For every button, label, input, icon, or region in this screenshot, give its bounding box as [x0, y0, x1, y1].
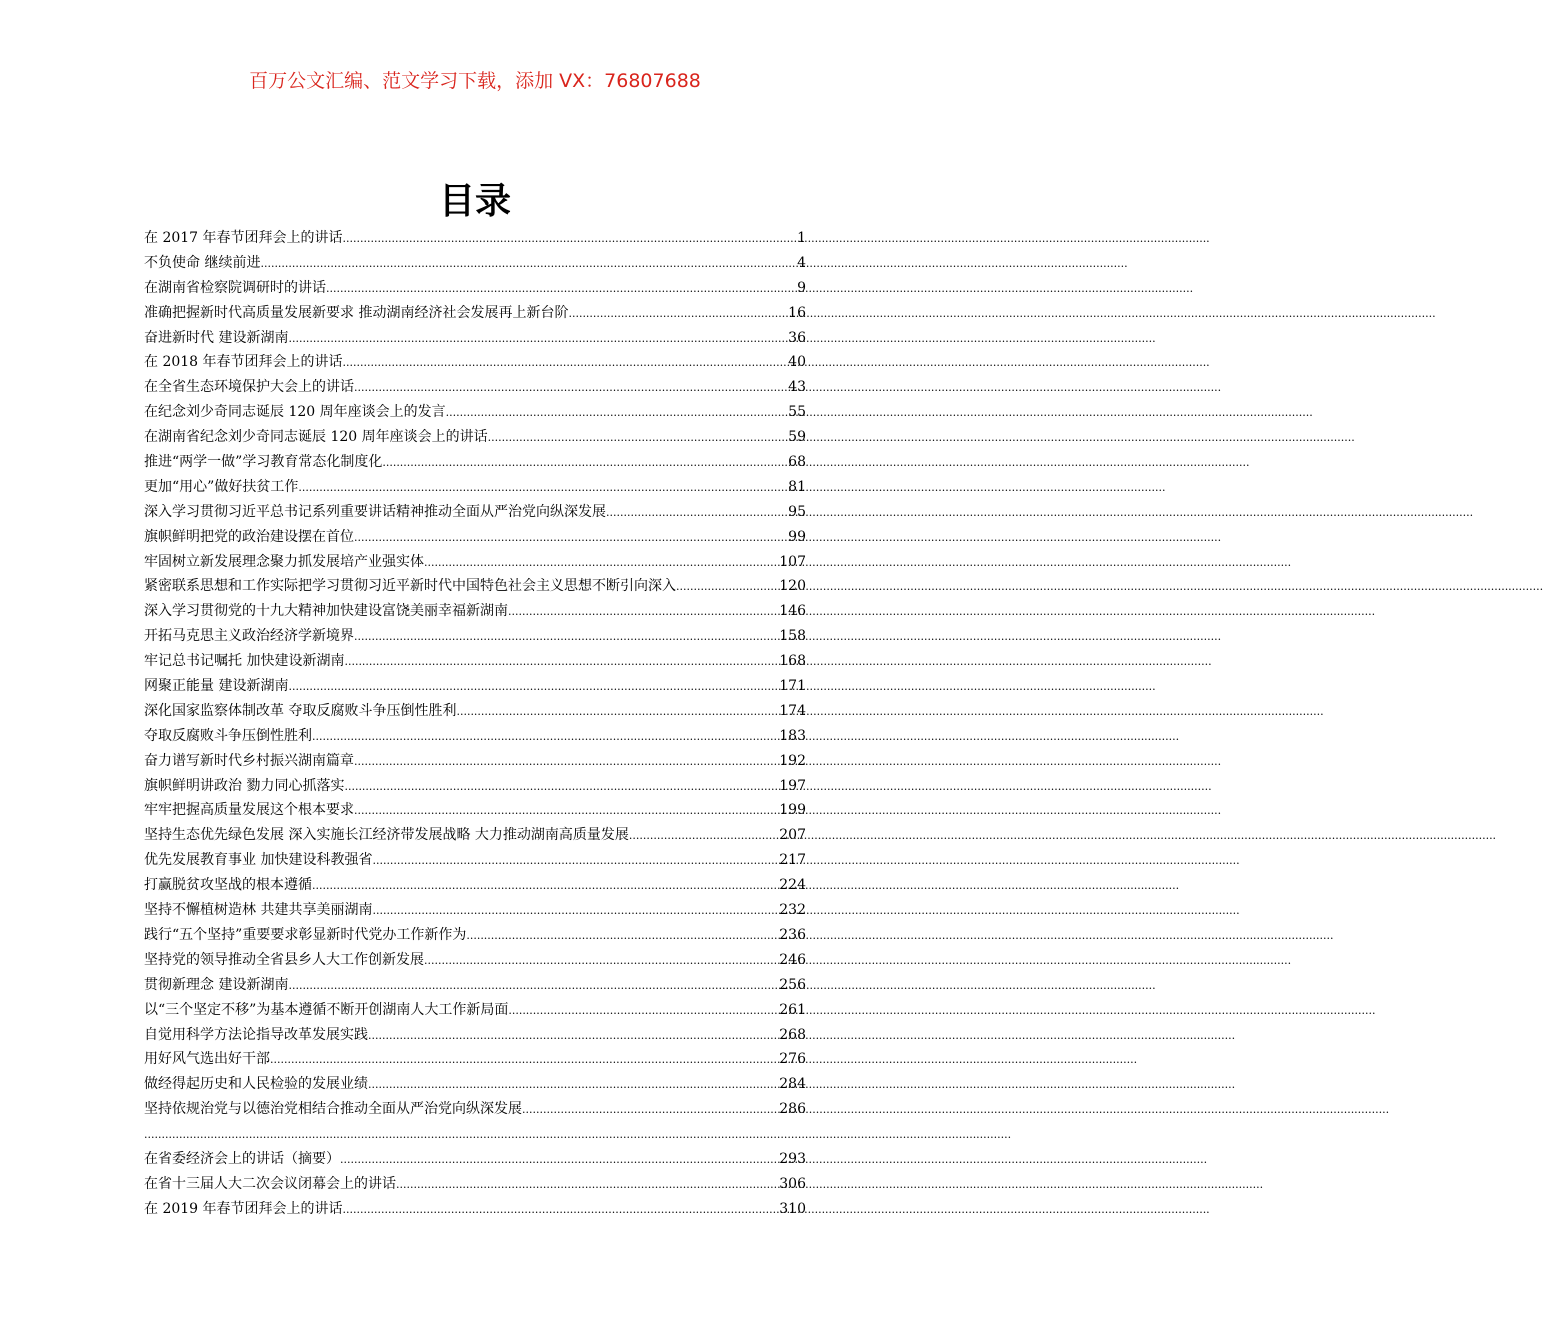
- toc-entry[interactable]: [144, 1197, 806, 1222]
- toc-entry[interactable]: [144, 1147, 806, 1172]
- toc-entry-title: 自觉用科学方法论指导改革发展实践: [144, 1026, 368, 1043]
- toc-entry-title: 旗帜鲜明讲政治 勠力同心抓落实: [144, 777, 345, 794]
- toc-entry[interactable]: [144, 873, 806, 898]
- table-of-contents: [144, 226, 806, 1222]
- toc-entry-page: 55: [788, 404, 806, 421]
- toc-entry-page: 276: [779, 1051, 806, 1068]
- toc-dot-leader: [340, 1147, 778, 1173]
- toc-entry-page: 310: [779, 1200, 806, 1217]
- toc-entry[interactable]: [144, 1023, 806, 1048]
- toc-entry-page: 81: [788, 478, 806, 495]
- toc-entry-page: 120: [779, 578, 806, 595]
- toc-entry-page: 261: [779, 1001, 806, 1018]
- toc-entry-title: 深入学习贯彻习近平总书记系列重要讲话精神推动全面从严治党向纵深发展: [144, 503, 606, 520]
- toc-dot-leader: [354, 525, 787, 551]
- toc-entry[interactable]: [144, 699, 806, 724]
- toc-entry-title: 用好风气选出好干部: [144, 1051, 270, 1068]
- toc-entry-title: 在全省生态环境保护大会上的讲话: [144, 379, 354, 396]
- toc-dot-leader: [344, 774, 778, 800]
- toc-dot-leader: [446, 400, 788, 426]
- toc-entry-page: 158: [779, 628, 806, 645]
- toc-dot-leader: [343, 1197, 779, 1223]
- toc-entry-title: 更加“用心”做好扶贫工作: [144, 478, 299, 495]
- toc-entry-page: 40: [788, 354, 806, 371]
- toc-entry-title: 紧密联系思想和工作实际把学习贯彻习近平新时代中国特色社会主义思想不断引向深入: [144, 578, 676, 595]
- toc-entry-title: 网聚正能量 建设新湖南: [144, 678, 289, 695]
- toc-dot-leader: [466, 923, 778, 949]
- toc-entry-title: 在湖南省纪念刘少奇同志诞辰 120 周年座谈会上的讲话: [144, 429, 488, 446]
- toc-entry[interactable]: [144, 276, 806, 301]
- toc-entry-title: 在纪念刘少奇同志诞辰 120 周年座谈会上的发言: [144, 404, 446, 421]
- toc-entry-page: 207: [779, 827, 806, 844]
- toc-dot-leader: [456, 699, 778, 725]
- toc-entry[interactable]: [144, 798, 806, 823]
- toc-entry[interactable]: [144, 375, 806, 400]
- toc-dot-leader: [270, 1047, 778, 1073]
- toc-entry-title: 优先发展教育事业 加快建设科教强省: [144, 852, 373, 869]
- toc-dot-leader: [326, 276, 796, 302]
- toc-entry-title: 推进“两学一做”学习教育常态化制度化: [144, 454, 383, 471]
- toc-entry-title: 在省十三届人大二次会议闭幕会上的讲话: [144, 1175, 396, 1192]
- toc-entry-page: 183: [779, 727, 806, 744]
- toc-entry-title: 不负使命 继续前进: [144, 254, 261, 271]
- toc-entry-page: 286: [779, 1101, 806, 1118]
- toc-entry-title: 坚持依规治党与以德治党相结合推动全面从严治党向纵深发展: [144, 1101, 522, 1118]
- toc-entry[interactable]: [144, 525, 806, 550]
- toc-entry-title: 深入学习贯彻党的十九大精神加快建设富饶美丽幸福新湖南: [144, 603, 508, 620]
- toc-entry-title: 坚持生态优先绿色发展 深入实施长江经济带发展战略 大力推动湖南高质量发展: [144, 827, 629, 844]
- toc-entry[interactable]: [144, 326, 806, 351]
- toc-entry[interactable]: [144, 574, 806, 599]
- toc-entry-page: 293: [779, 1150, 806, 1167]
- toc-dot-leader: [288, 326, 787, 352]
- toc-entry[interactable]: [144, 251, 806, 276]
- toc-entry-page: 174: [779, 702, 806, 719]
- toc-entry[interactable]: [144, 1172, 806, 1197]
- watermark-header: 百万公文汇编、范文学习下载，添加 VX：76807688: [249, 70, 701, 92]
- toc-dot-leader: [288, 674, 778, 700]
- toc-dot-leader: [344, 649, 778, 675]
- toc-dot-leader: [312, 873, 778, 899]
- toc-entry-title: 夺取反腐败斗争压倒性胜利: [144, 727, 312, 744]
- toc-entry-page: 246: [779, 951, 806, 968]
- toc-entry-page: 306: [779, 1175, 806, 1192]
- toc-entry-page: 99: [788, 528, 806, 545]
- toc-separator-row: [144, 1122, 806, 1147]
- toc-entry-title: 践行“五个坚持”重要要求彰显新时代党办工作新作为: [144, 926, 467, 943]
- toc-dot-leader: [396, 1172, 778, 1198]
- toc-entry-page: 16: [788, 304, 806, 321]
- toc-dot-leader: [372, 848, 778, 874]
- toc-entry-page: 199: [779, 802, 806, 819]
- toc-entry-title: 开拓马克思主义政治经济学新境界: [144, 628, 354, 645]
- toc-dot-leader: [382, 450, 787, 476]
- toc-entry[interactable]: [144, 400, 806, 425]
- toc-entry[interactable]: [144, 823, 806, 848]
- toc-entry[interactable]: [144, 301, 806, 326]
- toc-entry[interactable]: [144, 998, 806, 1023]
- toc-entry-title: 旗帜鲜明把党的政治建设摆在首位: [144, 528, 354, 545]
- toc-dot-leader: [372, 898, 778, 924]
- toc-dot-leader: [343, 226, 797, 252]
- toc-entry[interactable]: [144, 475, 806, 500]
- toc-entry-title: 贯彻新理念 建设新湖南: [144, 976, 289, 993]
- toc-entry[interactable]: [144, 350, 806, 375]
- toc-entry-page: 59: [788, 429, 806, 446]
- toc-entry-title: 牢牢把握高质量发展这个根本要求: [144, 802, 354, 819]
- toc-entry[interactable]: [144, 226, 806, 251]
- toc-entry[interactable]: [144, 848, 806, 873]
- toc-dot-leader: [144, 1122, 805, 1148]
- toc-entry-page: 68: [788, 454, 806, 471]
- toc-dot-leader: [606, 500, 787, 526]
- toc-entry-page: 1: [797, 230, 806, 246]
- toc-dot-leader: [354, 798, 778, 824]
- toc-entry-title: 准确把握新时代高质量发展新要求 推动湖南经济社会发展再上新台阶: [144, 304, 569, 321]
- toc-entry-title: 牢固树立新发展理念聚力抓发展培产业强实体: [144, 553, 424, 570]
- toc-dot-leader: [424, 550, 778, 576]
- toc-entry-page: 256: [779, 976, 806, 993]
- toc-entry[interactable]: [144, 923, 806, 948]
- toc-entry-title: 在 2019 年春节团拜会上的讲话: [144, 1200, 343, 1217]
- toc-entry[interactable]: [144, 500, 806, 525]
- toc-entry-title: 奋力谱写新时代乡村振兴湖南篇章: [144, 752, 354, 769]
- toc-entry[interactable]: [144, 749, 806, 774]
- toc-entry[interactable]: [144, 973, 806, 998]
- toc-entry-page: 217: [779, 852, 806, 869]
- toc-dot-leader: [508, 599, 778, 625]
- toc-dot-leader: [368, 1072, 778, 1098]
- toc-entry-title: 在湖南省检察院调研时的讲话: [144, 279, 326, 296]
- toc-entry-title: 在 2017 年春节团拜会上的讲话: [144, 230, 343, 246]
- toc-dot-leader: [312, 724, 778, 750]
- toc-entry-page: 284: [779, 1076, 806, 1093]
- toc-entry-page: 192: [779, 752, 806, 769]
- toc-dot-leader: [354, 375, 787, 401]
- toc-entry-title: 打赢脱贫攻坚战的根本遵循: [144, 877, 312, 894]
- toc-entry-title: 以“三个坚定不移”为基本遵循不断开创湖南人大工作新局面: [144, 1001, 509, 1018]
- toc-dot-leader: [354, 749, 778, 775]
- toc-dot-leader: [260, 251, 796, 277]
- toc-entry-title: 在 2018 年春节团拜会上的讲话: [144, 354, 343, 371]
- toc-entry[interactable]: [144, 948, 806, 973]
- toc-entry-page: 236: [779, 926, 806, 943]
- toc-entry[interactable]: [144, 898, 806, 923]
- toc-entry-page: 4: [797, 254, 806, 271]
- toc-entry-title: 坚持党的领导推动全省县乡人大工作创新发展: [144, 951, 424, 968]
- toc-entry-page: 107: [779, 553, 806, 570]
- toc-entry-page: 146: [779, 603, 806, 620]
- toc-entry[interactable]: [144, 1097, 806, 1122]
- toc-dot-leader: [368, 1023, 778, 1049]
- toc-entry-page: 171: [779, 678, 806, 695]
- toc-entry[interactable]: [144, 599, 806, 624]
- toc-entry[interactable]: [144, 674, 806, 699]
- toc-entry-title: 牢记总书记嘱托 加快建设新湖南: [144, 653, 345, 670]
- toc-entry-page: 36: [788, 329, 806, 346]
- toc-entry[interactable]: [144, 624, 806, 649]
- toc-dot-leader: [343, 350, 788, 376]
- toc-entry-page: 197: [779, 777, 806, 794]
- toc-dot-leader: [298, 475, 787, 501]
- toc-entry[interactable]: [144, 1047, 806, 1072]
- toc-entry-page: 9: [797, 279, 806, 296]
- page-title: 目录: [438, 181, 511, 222]
- toc-entry[interactable]: [144, 450, 806, 475]
- toc-entry-title: 坚持不懈植树造林 共建共享美丽湖南: [144, 902, 373, 919]
- toc-entry-title: 做经得起历史和人民检验的发展业绩: [144, 1076, 368, 1093]
- toc-entry-title: 在省委经济会上的讲话（摘要）: [144, 1150, 340, 1167]
- toc-entry[interactable]: [144, 425, 806, 450]
- toc-entry-title: 奋进新时代 建设新湖南: [144, 329, 289, 346]
- toc-entry[interactable]: [144, 1072, 806, 1097]
- toc-entry-page: 268: [779, 1026, 806, 1043]
- toc-dot-leader: [676, 574, 778, 600]
- toc-dot-leader: [508, 998, 778, 1024]
- toc-dot-leader: [288, 973, 778, 999]
- toc-entry-page: 168: [779, 653, 806, 670]
- toc-entry[interactable]: [144, 724, 806, 749]
- toc-dot-leader: [424, 948, 778, 974]
- toc-entry[interactable]: [144, 550, 806, 575]
- toc-entry-page: 43: [788, 379, 806, 396]
- toc-entry[interactable]: [144, 774, 806, 799]
- toc-entry-page: 232: [779, 902, 806, 919]
- toc-entry-page: 224: [779, 877, 806, 894]
- toc-dot-leader: [629, 823, 778, 849]
- toc-entry[interactable]: [144, 649, 806, 674]
- toc-entry-title: 深化国家监察体制改革 夺取反腐败斗争压倒性胜利: [144, 702, 457, 719]
- toc-entry-page: 95: [788, 503, 806, 520]
- toc-dot-leader: [568, 301, 787, 327]
- toc-dot-leader: [354, 624, 778, 650]
- toc-dot-leader: [488, 425, 788, 451]
- toc-dot-leader: [522, 1097, 778, 1123]
